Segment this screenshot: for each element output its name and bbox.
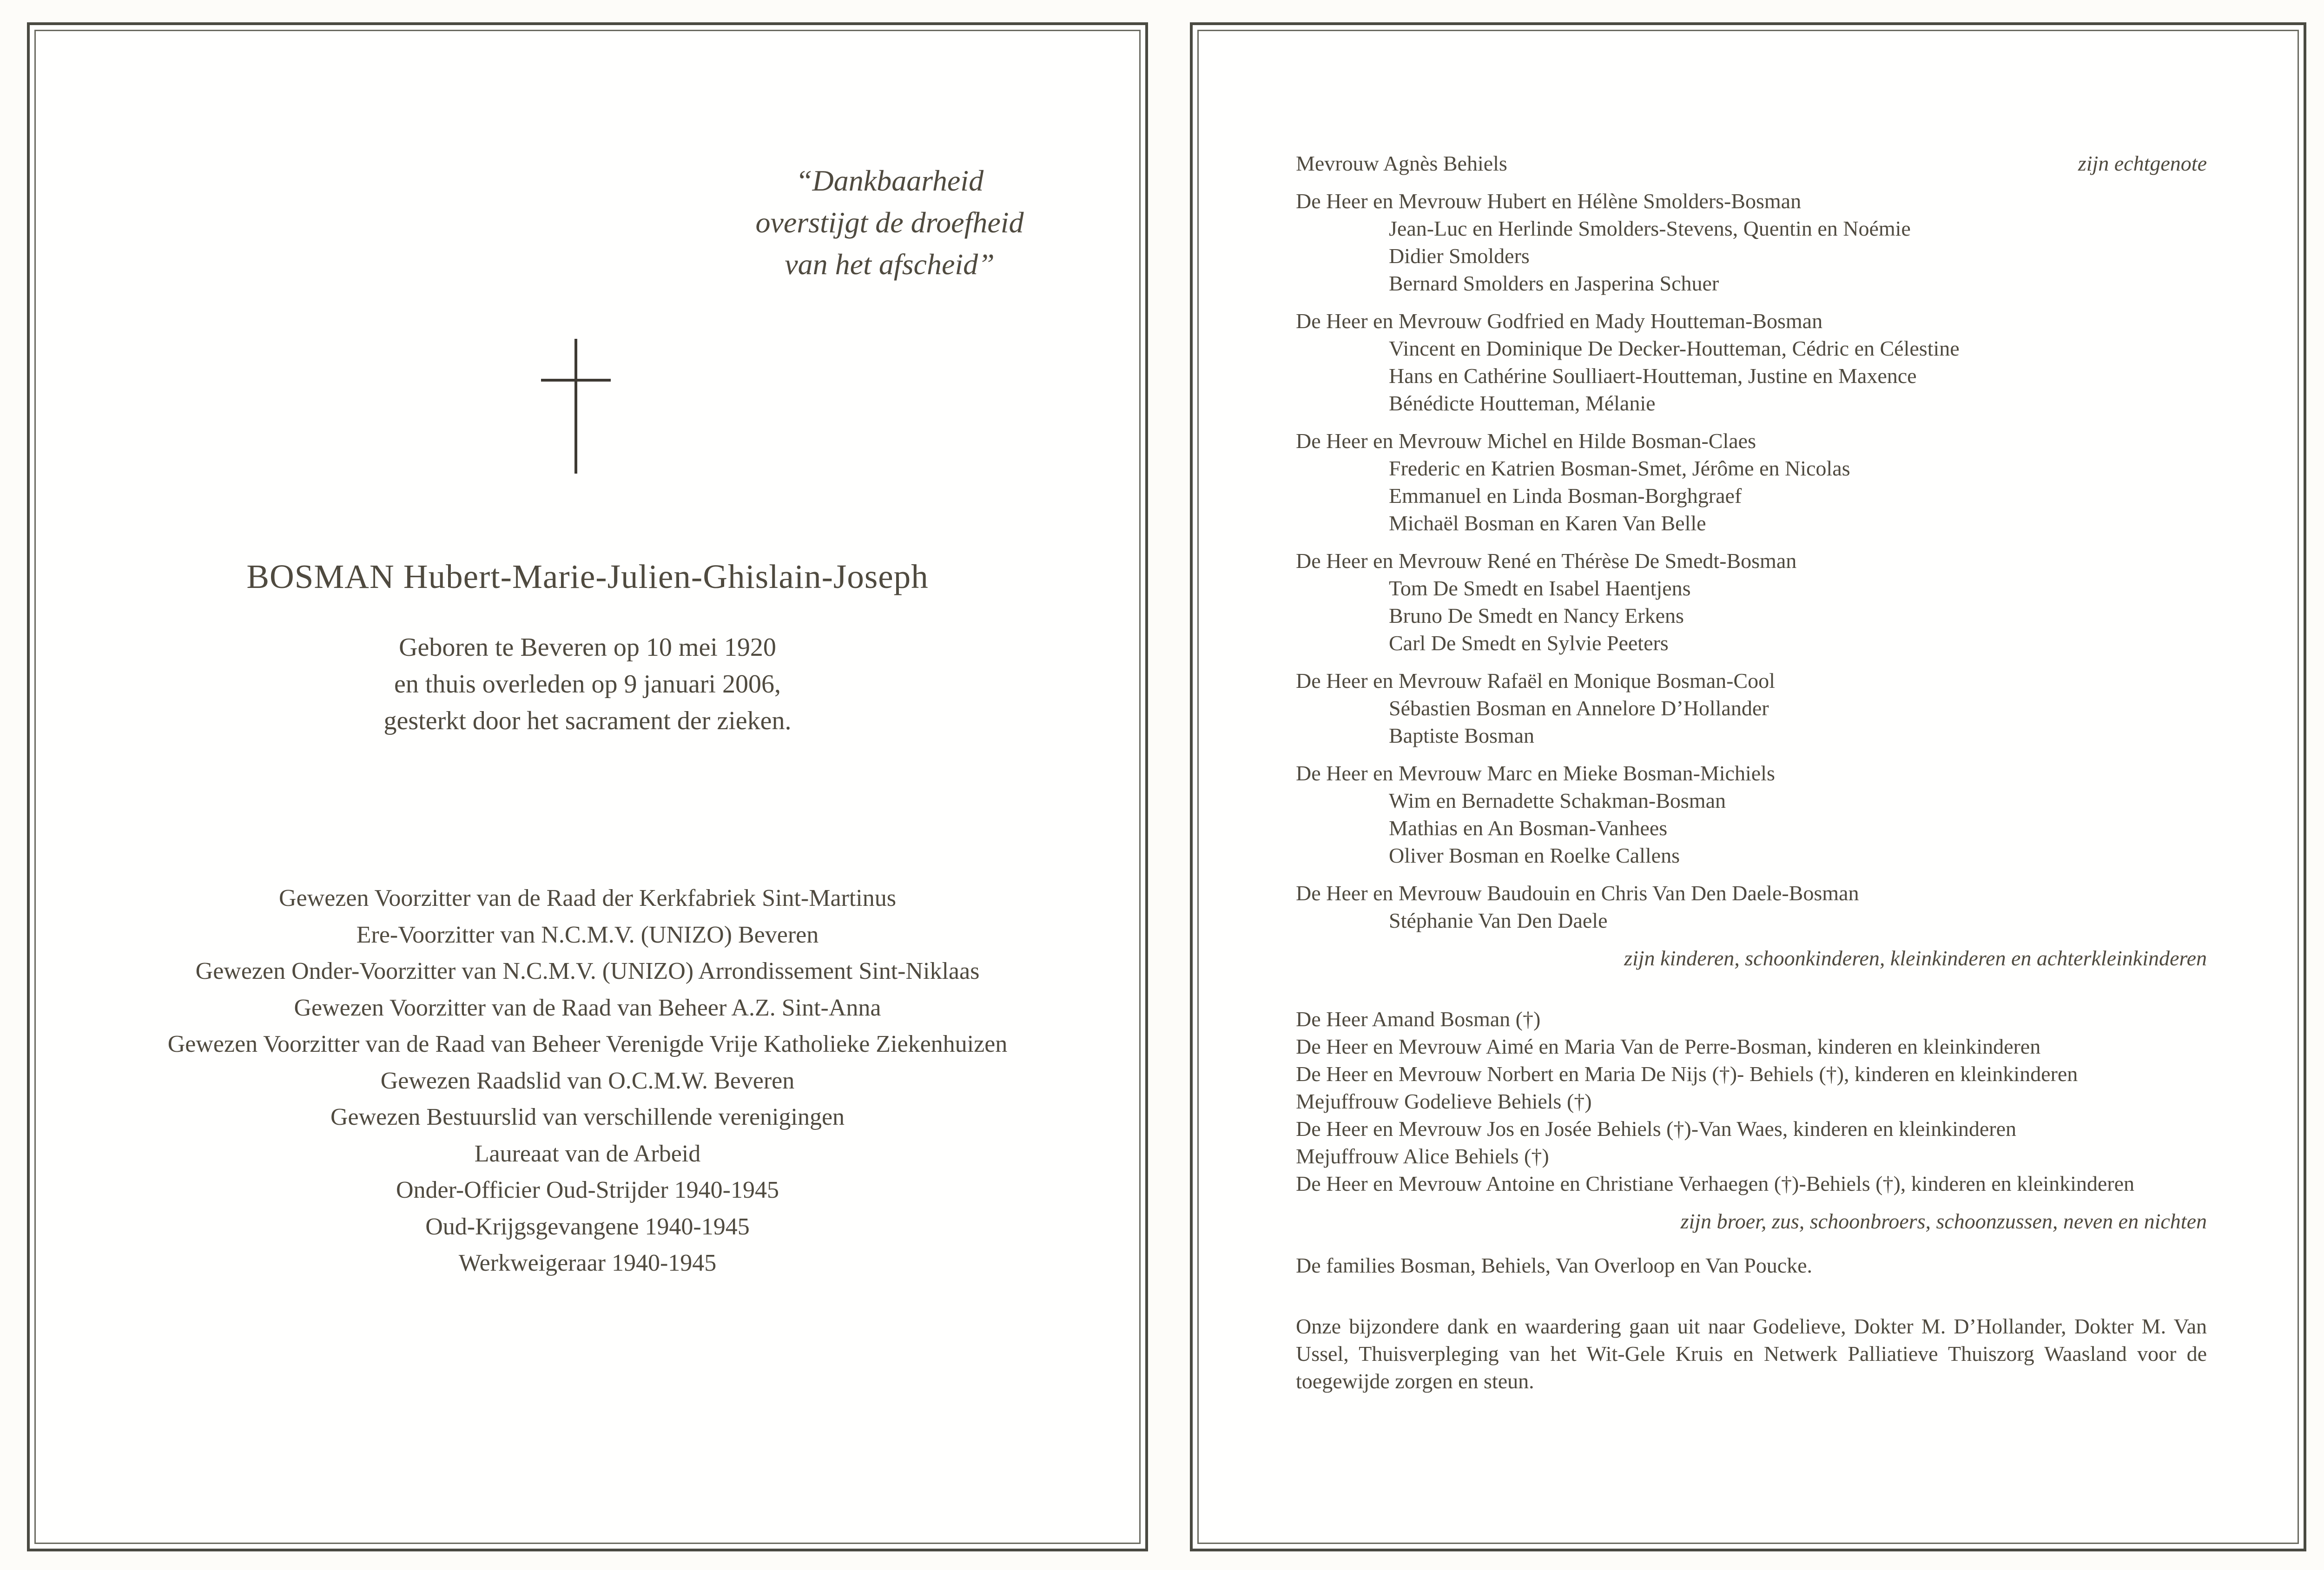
family-member: Stéphanie Van Den Daele <box>1389 909 1608 932</box>
sacrament-line: gesterkt door het sacrament der zieken. <box>383 706 792 735</box>
family-group <box>1296 187 2207 297</box>
sibling-line: Mejuffrouw Alice Behiels (†) <box>1296 1144 1549 1168</box>
sibling-line: De Heer en Mevrouw Norbert en Maria De Nijs (†)- Behiels (†), kinderen en kleinkinderen <box>1296 1062 2078 1086</box>
title-item: Gewezen Voorzitter van de Raad van Beheer A.Z. Sint-Anna <box>294 994 881 1021</box>
quote-line: “Dankbaarheid <box>795 164 984 197</box>
family-member: Vincent en Dominique De Decker-Houtteman, Cédric en Célestine <box>1389 336 1960 360</box>
family-group <box>1296 427 2207 537</box>
title-item: Gewezen Onder-Voorzitter van N.C.M.V. (UNIZO) Arrondissement Sint-Niklaas <box>195 958 980 984</box>
title-item: Ere-Voorzitter van N.C.M.V. (UNIZO) Beveren <box>356 921 819 948</box>
sibling-line: Mejuffrouw Godelieve Behiels (†) <box>1296 1089 1592 1113</box>
birth-death-info <box>30 629 1145 739</box>
title-item: Werkweigeraar 1940-1945 <box>458 1250 717 1276</box>
family-group <box>1296 759 2207 869</box>
family-head: De Heer en Mevrouw Godfried en Mady Houtteman-Bosman <box>1296 309 1823 333</box>
thanks-paragraph: Onze bijzondere dank en waardering gaan uit naar Godelieve, Dokter M. D’Hollander, Dokter M. Van Ussel, Thuisverpleging van het Wit-Gele Kruis en Netwerk Palliatieve Thuiszorg Waasland voor de toegewijde zorgen en steun. <box>1296 1314 2207 1393</box>
family-member: Bruno De Smedt en Nancy Erkens <box>1389 604 1684 627</box>
cross-icon <box>541 339 611 474</box>
family-member: Jean-Luc en Herlinde Smolders-Stevens, Quentin en Noémie <box>1389 217 1911 240</box>
quote <box>680 160 1099 285</box>
family-group <box>1296 667 2207 749</box>
family-member: Emmanuel en Linda Bosman-Borghgraef <box>1389 484 1742 508</box>
family-head: De Heer en Mevrouw Baudouin en Chris Van Den Daele-Bosman <box>1296 881 1859 905</box>
siblings-caption: zijn broer, zus, schoonbroers, schoonzussen, neven en nichten <box>1680 1209 2207 1233</box>
birth-line: Geboren te Beveren op 10 mei 1920 <box>399 633 776 662</box>
sibling-line: De Heer en Mevrouw Aimé en Maria Van de Perre-Bosman, kinderen en kleinkinderen <box>1296 1035 2041 1058</box>
title-item: Laureaat van de Arbeid <box>474 1140 701 1167</box>
families-line: De families Bosman, Behiels, Van Overloop en Van Poucke. <box>1296 1253 1813 1277</box>
spouse-name: Mevrouw Agnès Behiels <box>1296 152 1507 175</box>
title-item: Oud-Krijgsgevangene 1940-1945 <box>425 1213 750 1240</box>
spouse-role: zijn echtgenote <box>2078 152 2207 175</box>
family-member: Oliver Bosman en Roelke Callens <box>1389 844 1680 867</box>
family-head: De Heer en Mevrouw Marc en Mieke Bosman-Michiels <box>1296 761 1775 785</box>
family-head: De Heer en Mevrouw Rafaël en Monique Bosman-Cool <box>1296 669 1775 693</box>
family-member: Baptiste Bosman <box>1389 724 1535 747</box>
family-member: Wim en Bernadette Schakman-Bosman <box>1389 789 1726 812</box>
family-member: Mathias en An Bosman-Vanhees <box>1389 816 1668 840</box>
family-list <box>1296 150 2207 1395</box>
family-group <box>1296 547 2207 657</box>
title-item: Gewezen Voorzitter van de Raad der Kerkfabriek Sint-Martinus <box>279 885 896 911</box>
front-panel <box>27 22 1148 1551</box>
family-member: Didier Smolders <box>1389 244 1530 268</box>
sibling-line: De Heer Amand Bosman (†) <box>1296 1007 1541 1031</box>
children-caption: zijn kinderen, schoonkinderen, kleinkinderen en achterkleinkinderen <box>1624 946 2207 970</box>
family-member: Bénédicte Houtteman, Mélanie <box>1389 391 1656 415</box>
family-member: Hans en Cathérine Soulliaert-Houtteman, Justine en Maxence <box>1389 364 1917 388</box>
spouse-row <box>1296 150 2207 177</box>
family-member: Bernard Smolders en Jasperina Schuer <box>1389 271 1719 295</box>
quote-line: van het afscheid” <box>785 248 995 281</box>
death-line: en thuis overleden op 9 januari 2006, <box>394 670 781 699</box>
family-group <box>1296 879 2207 934</box>
family-head: De Heer en Mevrouw Hubert en Hélène Smolders-Bosman <box>1296 189 1802 213</box>
family-member: Sébastien Bosman en Annelore D’Hollander <box>1389 696 1769 720</box>
family-group <box>1296 307 2207 417</box>
family-head: De Heer en Mevrouw René en Thérèse De Smedt-Bosman <box>1296 549 1797 573</box>
siblings-list <box>1296 1005 2207 1197</box>
deceased-name: BOSMAN Hubert-Marie-Julien-Ghislain-Joseph <box>246 558 929 595</box>
title-item: Gewezen Bestuurslid van verschillende verenigingen <box>330 1104 845 1130</box>
family-member: Michaël Bosman en Karen Van Belle <box>1389 511 1706 535</box>
family-member: Frederic en Katrien Bosman-Smet, Jérôme en Nicolas <box>1389 456 1850 480</box>
title-item: Gewezen Voorzitter van de Raad van Beheer Verenigde Vrije Katholieke Ziekenhuizen <box>167 1031 1008 1057</box>
family-member: Carl De Smedt en Sylvie Peeters <box>1389 631 1669 655</box>
sibling-line: De Heer en Mevrouw Antoine en Christiane Verhaegen (†)-Behiels (†), kinderen en kleinkinderen <box>1296 1172 2135 1195</box>
titles-list <box>30 880 1145 1282</box>
sibling-line: De Heer en Mevrouw Jos en Josée Behiels (†)-Van Waes, kinderen en kleinkinderen <box>1296 1117 2017 1141</box>
title-item: Gewezen Raadslid van O.C.M.W. Beveren <box>380 1067 795 1094</box>
quote-line: overstijgt de droefheid <box>755 206 1024 239</box>
family-member: Tom De Smedt en Isabel Haentjens <box>1389 576 1691 600</box>
title-item: Onder-Officier Oud-Strijder 1940-1945 <box>396 1177 779 1203</box>
family-head: De Heer en Mevrouw Michel en Hilde Bosman-Claes <box>1296 429 1756 453</box>
family-panel <box>1190 22 2306 1551</box>
